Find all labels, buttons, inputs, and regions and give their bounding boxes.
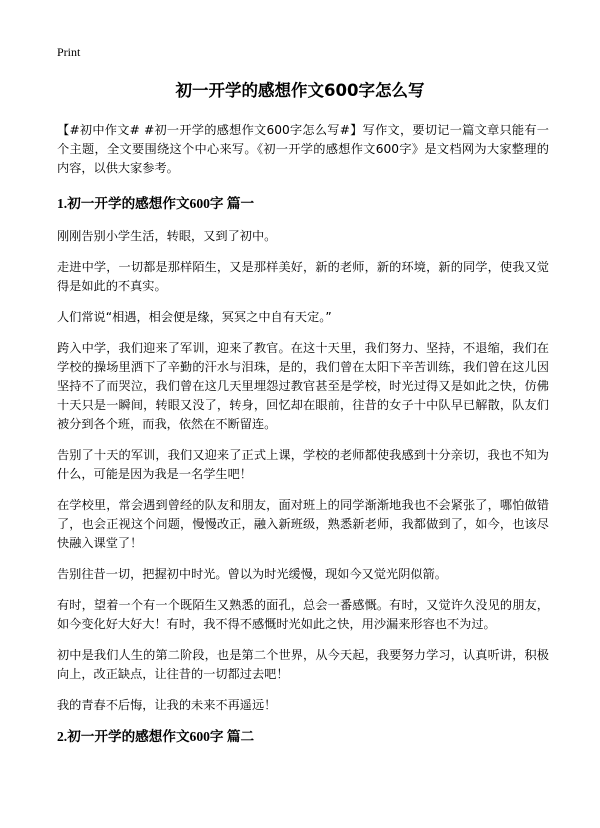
article-body (57, 121, 549, 760)
paragraph: 刚刚告别小学生活，转眼，又到了初中。 (57, 229, 277, 243)
intro-paragraph: 【#初中作文# #初一开学的感想作文600字怎么写#】写作文，要切记一篇文章只能有一个主题，全文要围绕这个中心来写。《初一开学的感想作文600字》是文档网为大家整理的内容，以供大家参考。 (57, 123, 549, 175)
paragraph: 走进中学，一切都是那样陌生，又是那样美好，新的老师，新的环境，新的同学，使我又觉得是如此的不真实。 (57, 260, 549, 293)
paragraph: 我的青春不后悔，让我的未来不再遥远！ (57, 698, 277, 712)
paragraph: 告别了十天的军训，我们又迎来了正式上课，学校的老师都使我感到十分亲切，我也不知为什么，可能是因为我是一名学生吧！ (57, 448, 549, 481)
paragraph: 初中是我们人生的第二阶段，也是第二个世界，从今天起，我要努力学习，认真听讲，积极向上，改正缺点，让往昔的一切都过去吧！ (57, 648, 549, 681)
section-heading-2: 2.初一开学的感想作文600字 篇二 (57, 729, 255, 744)
paragraph: 跨入中学，我们迎来了军训，迎来了教官。在这十天里，我们努力、坚持，不退缩，我们在学校的操场里洒下了辛勤的汗水与泪珠，是的，我们曾在太阳下辛苦训练，我们曾在这儿因坚持不了而哭泣，我们曾在这几天里埋怨过教官甚至是学校，时光过得又是如此之快，仿佛十天只是一瞬间，转眼又没了，转身，回忆却在眼前，往昔的女子十中队早已解散，队友们被分到各个班，而我，依然在不断留连。 (57, 341, 549, 431)
paragraph: 有时，望着一个有一个既陌生又熟悉的面孔，总会一番感慨。有时，又觉许久没见的朋友，如今变化好大好大！有时，我不得不感慨时光如此之快，用沙漏来形容也不为过。 (57, 598, 549, 631)
paragraph: 在学校里，常会遇到曾经的队友和朋友，面对班上的同学渐渐地我也不会紧张了，哪怕做错了，也会正视这个问题，慢慢改正，融入新班级，熟悉新老师，我都做到了，如今，也该尽快融入课堂了！ (57, 498, 549, 550)
print-link[interactable]: Print (57, 45, 81, 59)
page-title: 初一开学的感想作文600字怎么写 (175, 81, 425, 100)
paragraph: 告别往昔一切，把握初中时光。曾以为时光缓慢，现如今又觉光阴似箭。 (57, 567, 447, 581)
section-heading-1: 1.初一开学的感想作文600字 篇一 (57, 196, 255, 211)
paragraph: 人们常说“相遇，相会便是缘，冥冥之中自有天定。” (57, 310, 332, 324)
